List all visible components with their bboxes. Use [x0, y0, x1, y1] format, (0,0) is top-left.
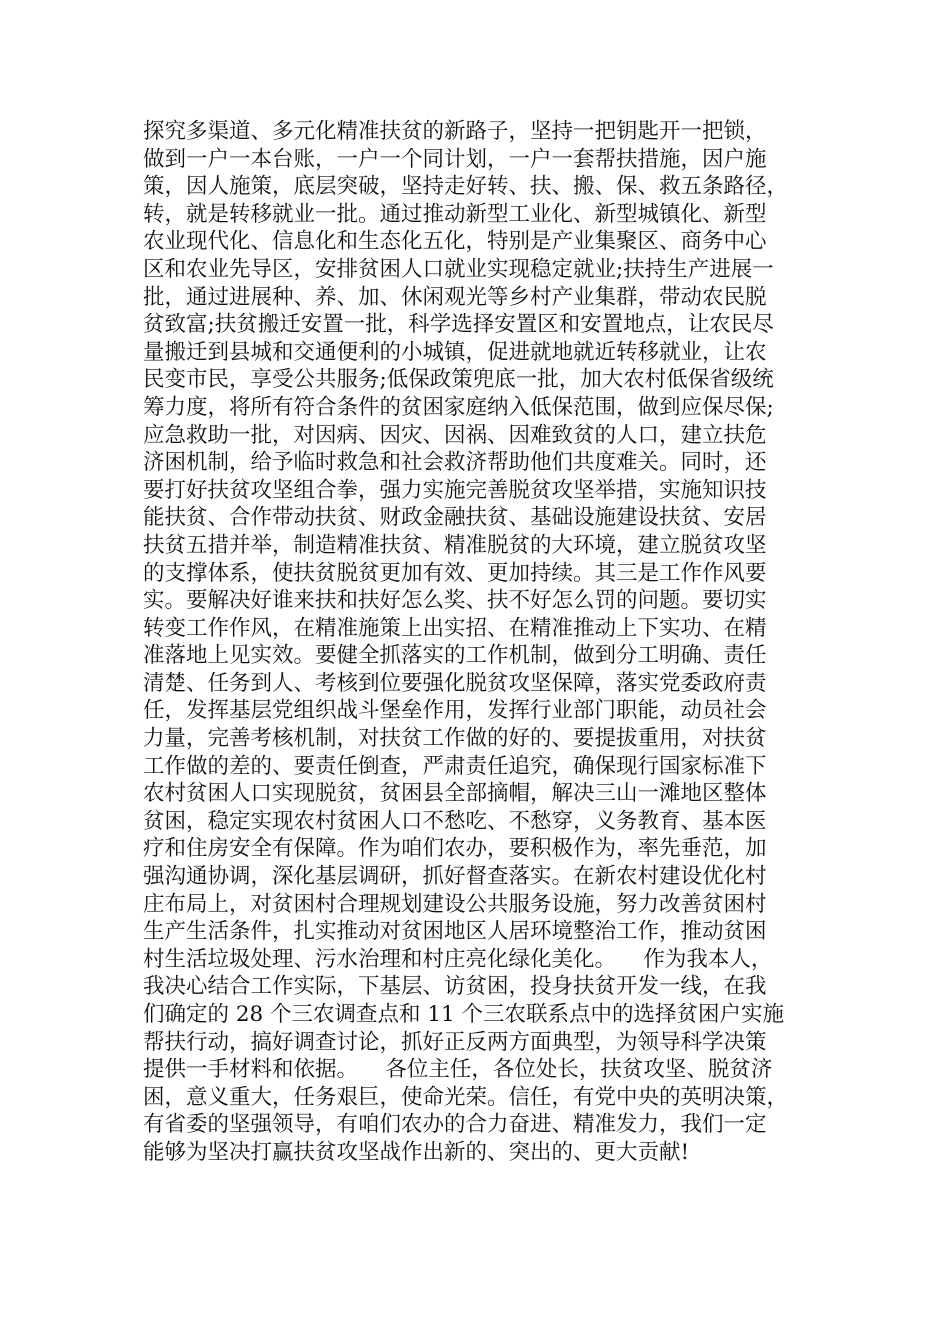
text-line: 疗和住房安全有保障。作为咱们农办，要积极作为，率先垂范，加 — [143, 836, 767, 862]
text-line: 量搬迁到县城和交通便利的小城镇，促进就地就近转移就业，让农 — [143, 339, 767, 365]
text-line: 帮扶行动，搞好调查讨论，抓好正反两方面典型，为领导科学决策 — [143, 1029, 767, 1055]
text-line: 能扶贫、合作带动扶贫、财政金融扶贫、基础设施建设扶贫、安居 — [143, 505, 767, 531]
text-line: 要打好扶贫攻坚组合拳，强力实施完善脱贫攻坚举措，实施知识技 — [143, 477, 767, 503]
text-line: 策，因人施策，底层突破，坚持走好转、扶、搬、保、救五条路径， — [143, 174, 789, 200]
text-line: 力量，完善考核机制，对扶贫工作做的好的、要提拔重用，对扶贫 — [143, 726, 767, 752]
text-line: 探究多渠道、多元化精准扶贫的新路子，坚持一把钥匙开一把锁， — [143, 119, 767, 144]
text-line: 批，通过进展种、养、加、休闲观光等乡村产业集群，带动农民脱 — [143, 284, 767, 310]
text-line: 筹力度，将所有符合条件的贫困家庭纳入低保范围，做到应保尽保; — [143, 394, 774, 420]
text-line: 生产生活条件，扎实推动对贫困地区人居环境整治工作，推动贫困 — [143, 919, 767, 945]
text-line: 清楚、任务到人、考核到位要强化脱贫攻坚保障，落实党委政府责 — [143, 670, 767, 696]
text-line: 扶贫五措并举，制造精准扶贫、精准脱贫的大环境，建立脱贫攻坚 — [143, 532, 767, 558]
text-line: 强沟通协调，深化基层调研，抓好督查落实。在新农村建设优化村 — [143, 864, 767, 890]
text-line: 准落地上见实效。要健全抓落实的工作机制，做到分工明确、责任 — [143, 643, 767, 669]
text-line: 实。要解决好谁来扶和扶好怎么奖、扶不好怎么罚的问题。要切实 — [143, 588, 767, 614]
text-line: 区和农业先导区，安排贫困人口就业实现稳定就业;扶持生产进展一 — [143, 256, 774, 282]
body-text — [143, 118, 833, 1167]
text-line: 转变工作作风，在精准施策上出实招、在精准推动上下实功、在精 — [143, 615, 767, 641]
text-line: 农村贫困人口实现脱贫，贫困县全部摘帽，解决三山一滩地区整体 — [143, 781, 767, 807]
text-line: 我决心结合工作实际，下基层、访贫困，投身扶贫开发一线，在我 — [143, 974, 767, 1000]
text-line: 应急救助一批，对因病、因灾、因祸、因难致贫的人口，建立扶危 — [143, 422, 767, 448]
text-line: 济困机制，给予临时救急和社会救济帮助他们共度难关。同时，还 — [143, 450, 767, 476]
text-line: 做到一户一本台账，一户一个同计划，一户一套帮扶措施，因户施 — [143, 146, 767, 172]
text-line: 贫困，稳定实现农村贫困人口不愁吃、不愁穿，义务教育、基本医 — [143, 808, 767, 834]
text-line: 转，就是转移就业一批。通过推动新型工业化、新型城镇化、新型 — [143, 201, 767, 227]
text-line: 工作做的差的、要责任倒查，严肃责任追究，确保现行国家标准下 — [143, 753, 767, 779]
text-line: 任，发挥基层党组织战斗堡垒作用，发挥行业部门职能，动员社会 — [143, 698, 767, 724]
text-line: 农业现代化、信息化和生态化五化，特别是产业集聚区、商务中心 — [143, 229, 767, 255]
text-line: 困，意义重大，任务艰巨，使命光荣。信任，有党中央的英明决策， — [143, 1084, 789, 1110]
text-line: 民变市民，享受公共服务;低保政策兜底一批，加大农村低保省级统 — [143, 367, 774, 393]
text-line: 庄布局上，对贫困村合理规划建设公共服务设施，努力改善贫困村 — [143, 891, 767, 917]
text-line: 贫致富;扶贫搬迁安置一批，科学选择安置区和安置地点，让农民尽 — [143, 312, 774, 338]
text-line: 能够为坚决打赢扶贫攻坚战作出新的、突出的、更大贡献! — [143, 1139, 690, 1165]
text-line: 有省委的坚强领导，有咱们农办的合力奋进、精准发力，我们一定 — [143, 1112, 767, 1138]
text-line: 提供一手材料和依据。 各位主任，各位处长，扶贫攻坚、脱贫济 — [143, 1057, 773, 1083]
text-line: 的支撑体系，使扶贫脱贫更加有效、更加持续。其三是工作作风要 — [143, 560, 767, 586]
text-line: 们确定的 28 个三农调查点和 11 个三农联系点中的选择贫困户实施 — [143, 1002, 785, 1027]
text-line: 村生活垃圾处理、污水治理和村庄亮化绿化美化。 作为我本人， — [143, 946, 773, 972]
